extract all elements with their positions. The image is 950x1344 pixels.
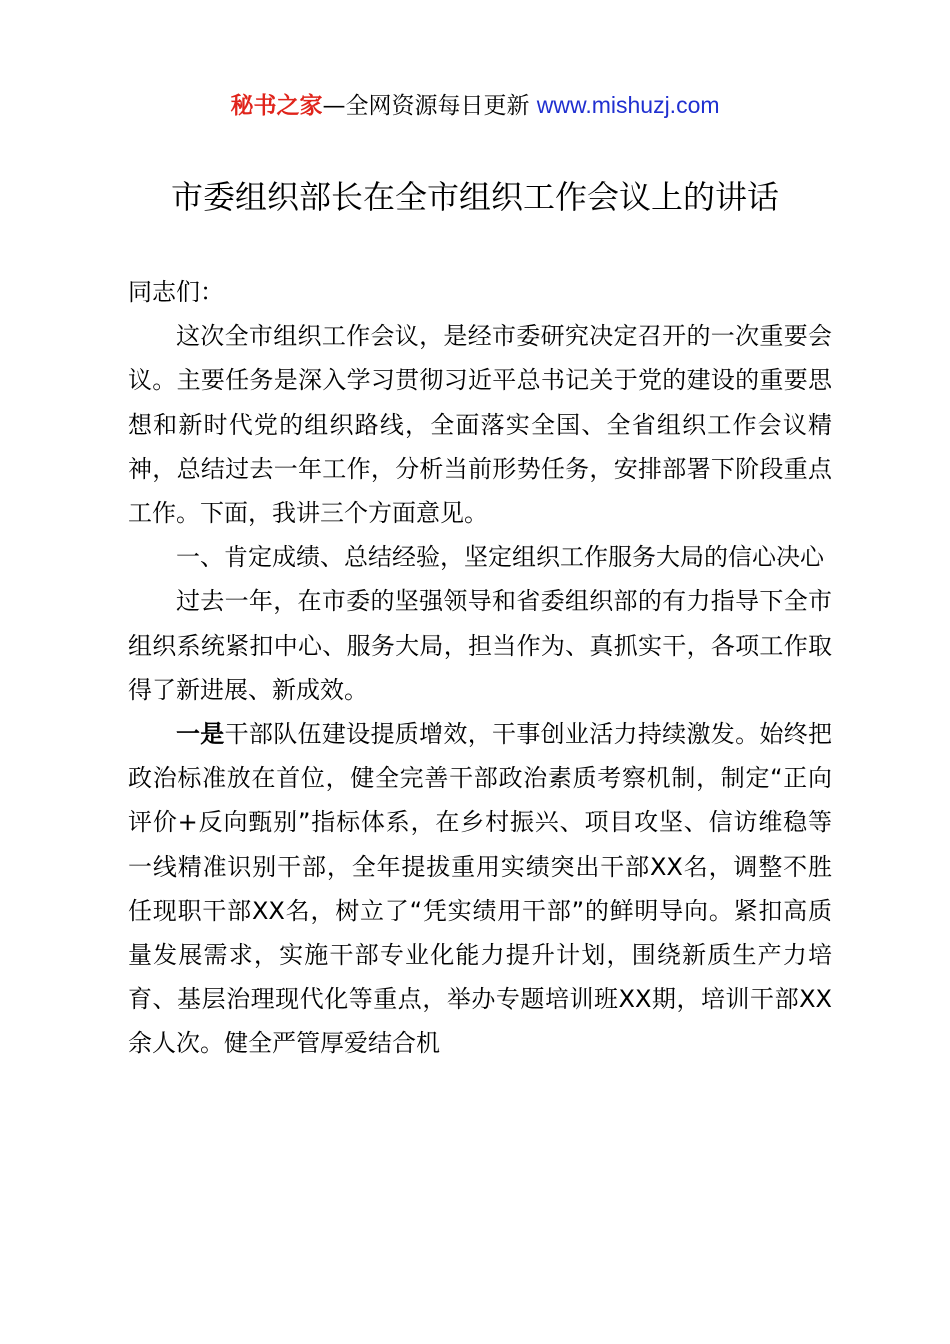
section-heading-1: 一、肯定成绩、总结经验，坚定组织工作服务大局的信心决心 bbox=[176, 543, 824, 572]
salutation: 同志们： bbox=[128, 278, 224, 306]
site-url-link[interactable]: www.mishuzj.com bbox=[536, 92, 720, 118]
site-tagline: —全网资源每日更新 bbox=[322, 93, 537, 119]
site-brand: 秘书之家 bbox=[230, 93, 323, 119]
paragraph-achievements: 过去一年，在市委的坚强领导和省委组织部的有力指导下全市组织系统紧扣中心、服务大局，担当作为、真抓实干，各项工作取得了新进展、新成效。 bbox=[128, 587, 832, 704]
paragraph-cadre-body: 干部队伍建设提质增效，干事创业活力持续激发。始终把政治标准放在首位，健全完善干部政治素质考察机制，制定“正向评价+反向甄别”指标体系，在乡村振兴、项目攻坚、信访维稳等一线精准识别干部，全年提拔重用实绩突出干部XX名，调整不胜任现职干部XX名，树立了“凭实绩用干部”的鲜明导向。紧扣高质量发展需求，实施干部专业化能力提升计划，围绕新质生产力培育、基层治理现代化等重点，举办专题培训班XX期，培训干部XX余人次。健全严管厚爱结合机 bbox=[128, 720, 833, 1058]
document-body bbox=[128, 270, 832, 1066]
document-title: 市委组织部长在全市组织工作会议上的讲话 bbox=[170, 178, 779, 216]
paragraph-lead: 一是 bbox=[176, 720, 225, 749]
paragraph-intro: 这次全市组织工作会议，是经市委研究决定召开的一次重要会议。主要任务是深入学习贯彻习近平总书记关于党的建设的重要思想和新时代党的组织路线，全面落实全国、全省组织工作会议精神，总结过去一年工作，分析当前形势任务，安排部署下阶段重点工作。下面，我讲三个方面意见。 bbox=[128, 322, 832, 528]
paragraph-cadre-building bbox=[128, 712, 832, 1066]
site-header bbox=[0, 88, 950, 123]
